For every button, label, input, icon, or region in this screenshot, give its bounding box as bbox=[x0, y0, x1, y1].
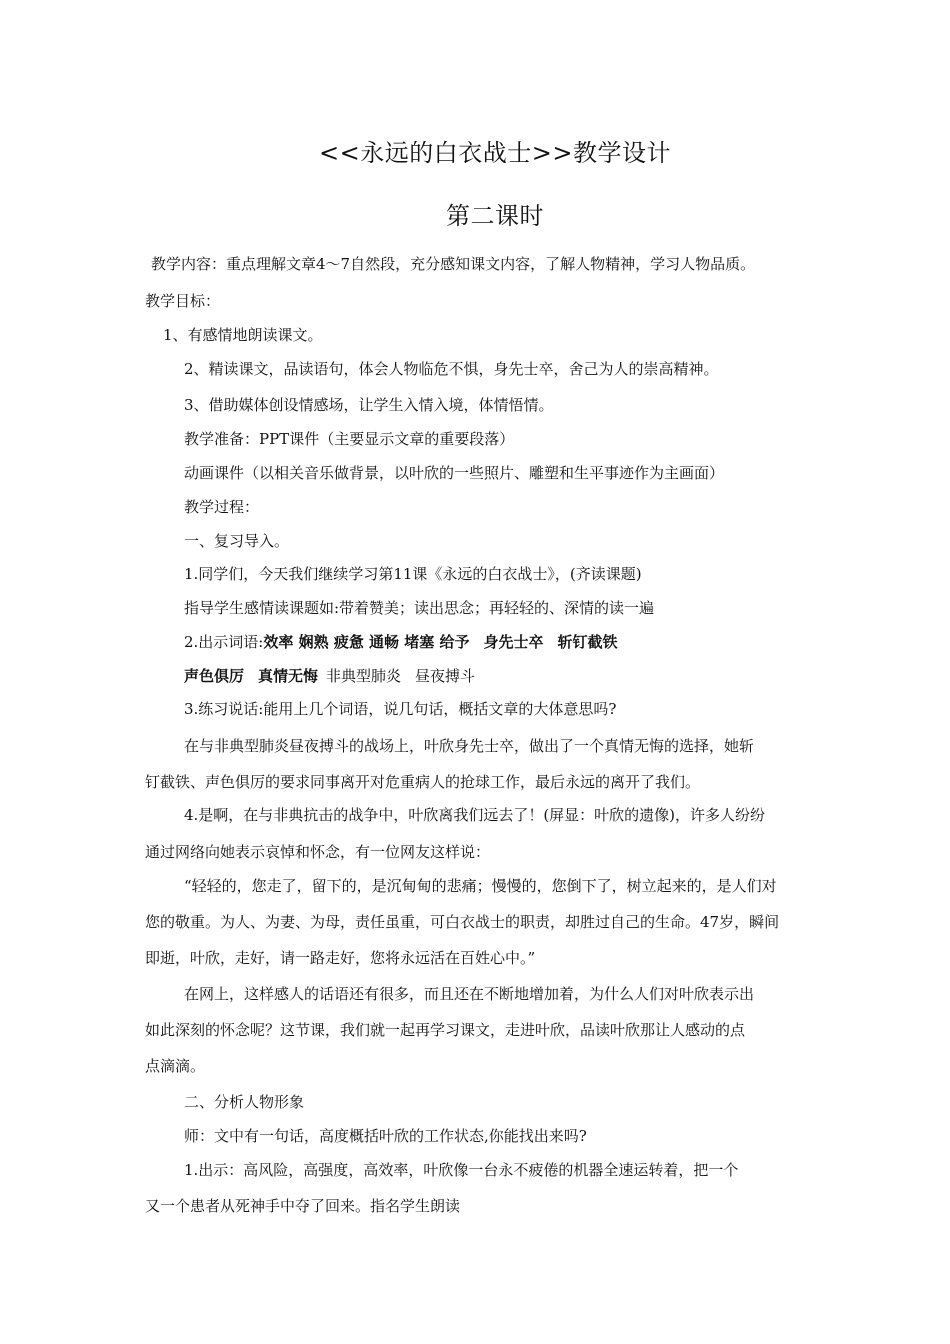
paragraph-line: 4.是啊，在与非典抗击的战争中，叶欣离我们远去了！(屏显：叶欣的遗像)，许多人纷纷 bbox=[184, 806, 766, 824]
prep-line: 教学准备：PPT课件（主要显示文章的重要段落） bbox=[184, 430, 515, 448]
paragraph-line: 指导学生感情读课题如:带着赞美；读出思念；再轻轻的、深情的读一遍 bbox=[184, 599, 655, 617]
goal-item: 2、精读课文，品读语句，体会人物临危不惧，身先士卒，舍己为人的崇高精神。 bbox=[184, 360, 719, 378]
quote-line: 您的敬重。为人、为妻、为母，责任虽重，可白衣战士的职责，却胜过自己的生命。47岁，瞬间 bbox=[145, 913, 780, 931]
goal-item: 3、借助媒体创设情感场，让学生入情入境，体情悟情。 bbox=[184, 396, 554, 414]
vocab-word: 声色俱厉 bbox=[184, 667, 245, 685]
paragraph-line: 通过网络向她表示哀悼和怀念，有一位网友这样说： bbox=[145, 843, 491, 861]
paragraph-line: 3.练习说话:能用上几个词语，说几句话，概括文章的大体意思吗? bbox=[184, 700, 617, 718]
vocab-word: 非典型肺炎 bbox=[326, 667, 402, 685]
vocab-prefix: 2.出示词语: bbox=[184, 633, 264, 651]
vocab-word: 斩钉截铁 bbox=[557, 633, 618, 651]
document-title: <<永远的白衣战士>>教学设计 bbox=[319, 139, 671, 167]
paragraph-line: 在网上，这样感人的话语还有很多，而且还在不断地增加着，为什么人们对叶欣表示出 bbox=[184, 985, 755, 1003]
process-label: 教学过程： bbox=[184, 498, 260, 516]
paragraph-line: 在与非典型肺炎昼夜搏斗的战场上，叶欣身先士卒，做出了一个真情无悔的选择，她斩 bbox=[184, 737, 755, 755]
vocab-line bbox=[184, 631, 618, 653]
paragraph-line: 钉截铁、声色俱厉的要求同事离开对危重病人的抢球工作，最后永远的离开了我们。 bbox=[145, 773, 701, 791]
goals-label: 教学目标： bbox=[145, 292, 221, 310]
content-line: 教学内容：重点理解文章4～7自然段，充分感知课文内容，了解人物精神，学习人物品质。 bbox=[151, 255, 756, 273]
paragraph-line: 如此深刻的怀念呢？这节课，我们就一起再学习课文，走进叶欣，品读叶欣那让人感动的点 bbox=[145, 1021, 746, 1039]
section-heading: 一、复习导入。 bbox=[184, 532, 290, 550]
vocab-word: 身先士卒 bbox=[483, 633, 544, 651]
paragraph-line: 师：文中有一句话，高度概括叶欣的工作状态,你能找出来吗? bbox=[184, 1127, 587, 1145]
vocab-word: 真情无悔 bbox=[258, 667, 319, 685]
quote-line: “轻轻的，您走了，留下的，是沉甸甸的悲痛；慢慢的，您倒下了，树立起来的，是人们对 bbox=[184, 877, 777, 895]
document-subtitle: 第二课时 bbox=[446, 202, 544, 230]
vocab-word: 昼夜搏斗 bbox=[415, 667, 476, 685]
vocab-words: 效率 娴熟 疲惫 通畅 堵塞 给予 bbox=[263, 633, 470, 651]
paragraph-line: 1.同学们，今天我们继续学习第11课《永远的白衣战士》，(齐读课题) bbox=[184, 565, 642, 583]
quote-line: 即逝，叶欣，走好，请一路走好，您将永远活在百姓心中。” bbox=[145, 949, 536, 967]
section-heading: 二、分析人物形象 bbox=[184, 1093, 305, 1111]
goal-item: 1、有感情地朗读课文。 bbox=[163, 326, 323, 344]
paragraph-line: 1.出示：高风险，高强度，高效率，叶欣像一台永不疲倦的机器全速运转着，把一个 bbox=[184, 1161, 739, 1179]
anim-line: 动画课件（以相关音乐做背景，以叶欣的一些照片、雕塑和生平事迹作为主画面） bbox=[184, 464, 725, 482]
paragraph-line: 又一个患者从死神手中夺了回来。指名学生朗读 bbox=[145, 1197, 461, 1215]
paragraph-line: 点滴滴。 bbox=[145, 1057, 206, 1075]
vocab-line bbox=[184, 665, 475, 687]
